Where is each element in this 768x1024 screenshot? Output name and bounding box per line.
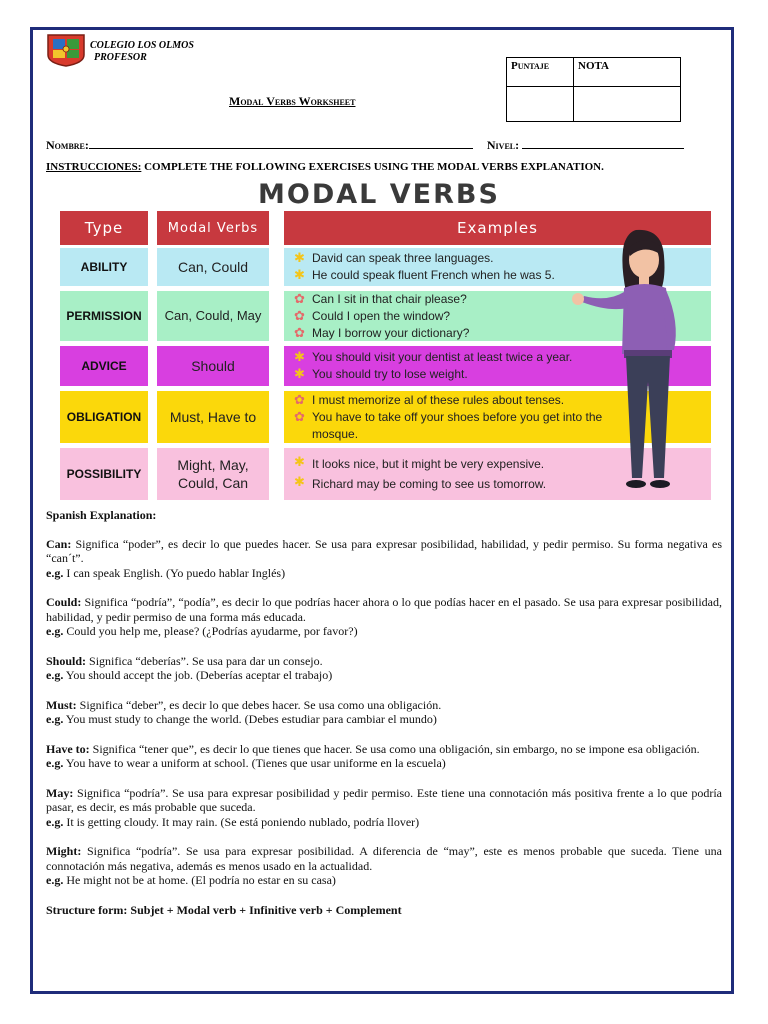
star-icon: ✱ [294, 454, 305, 469]
name-level-row [46, 138, 684, 153]
verbs-ability: Can, Could [157, 248, 269, 286]
explanation-should: Should: Significa “deberías”. Se usa para dar un consejo. e.g. You should accept the job. (Deberías aceptar el trabajo) [46, 653, 333, 682]
type-permission: PERMISSION [60, 291, 148, 341]
instructions [46, 161, 604, 173]
grade-table [506, 57, 681, 122]
score-cell[interactable] [507, 87, 574, 122]
list-item: ✿ Could I open the window? [294, 307, 451, 323]
level-label: Nivel: [486, 138, 520, 152]
list-item: ✿ Can I sit in that chair please? [294, 290, 467, 306]
instructions-text: COMPLETE THE FOLLOWING EXERCISES USING THE MODAL VERBS EXPLANATION. [141, 161, 604, 173]
score-header: Puntaje [507, 58, 574, 87]
type-advice: ADVICE [60, 346, 148, 386]
explanation-could: Could: Significa “podría”, “podía”, es decir lo que podrías hacer ahora o lo que podías hacer en el pasado. Se usa para expresar posibilidad, habilidad, y pedir permiso de una forma más educada. e.g. Could you help me, please? (¿Podrías ayudarme, por favor?) [46, 595, 722, 638]
teacher-illustration [564, 222, 694, 502]
structure-form: Structure form: Subjet + Modal verb + Infinitive verb + Complement [46, 902, 402, 917]
list-item: ✿ I must memorize al of these rules about tenses. [294, 391, 565, 407]
explanation-have-to: Have to: Significa “tener que”, es decir lo que tienes que hacer. Se usa como una obligación, sin embargo, no se impone esa obligación. e.g. You have to wear a uniform at school. (Tienes que usar uniforme en la escuela) [46, 741, 700, 770]
list-item: ✱ Richard may be coming to see us tomorrow. [294, 474, 547, 491]
name-label: Nombre: [46, 138, 89, 152]
list-item: ✱ You should visit your dentist at least twice a year. [294, 349, 573, 364]
verbs-obligation: Must, Have to [157, 391, 269, 443]
type-ability: ABILITY [60, 248, 148, 286]
flower-icon: ✿ [294, 408, 305, 424]
worksheet-title: Modal Verbs Worksheet [229, 94, 356, 108]
school-title: COLEGIO LOS OLMOS [90, 40, 194, 51]
list-item: ✿ You have to take off your shoes before you get into the mosque. [294, 408, 603, 441]
list-item: ✱ He could speak fluent French when he was 5. [294, 267, 555, 282]
instructions-label: INSTRUCCIONES: [46, 161, 142, 173]
star-icon: ✱ [294, 250, 305, 265]
flower-icon: ✿ [294, 290, 305, 306]
star-icon: ✱ [294, 267, 305, 282]
spanish-explanation [46, 508, 722, 932]
school-crest-icon [46, 33, 86, 67]
flower-icon: ✿ [294, 391, 305, 407]
explanation-can: Can: Significa “poder”, es decir lo que puedes hacer. Se usa para expresar posibilidad, habilidad, y pedir permiso. Su forma negativa es “can´t”. e.g. I can speak English. (Yo puedo hablar Inglés) [46, 536, 722, 580]
modal-header: Modal Verbs [157, 211, 269, 245]
flower-icon: ✿ [294, 307, 305, 323]
explanation-might: Might: Significa “podría”. Se usa para expresar posibilidad. A diferencia de “may”, este es menos probable que suceda. Tiene una connotación más negativa, además es menos usado en la actualidad. e.g. He might not be at home. (El podría no estar en su casa) [46, 844, 722, 887]
type-header: Type [60, 211, 148, 245]
star-icon: ✱ [294, 366, 305, 381]
grade-header: NOTA [574, 58, 681, 87]
list-item: ✱ It looks nice, but it might be very expensive. [294, 454, 545, 471]
infographic-title: MODAL VERBS [258, 179, 500, 210]
type-possibility: POSSIBILITY [60, 448, 148, 500]
flower-icon: ✿ [294, 324, 305, 340]
star-icon: ✱ [294, 474, 305, 489]
list-item: ✱ David can speak three languages. [294, 250, 494, 265]
type-obligation: OBLIGATION [60, 391, 148, 443]
explanation-may: May: Significa “podría”. Se usa para expresar posibilidad y pedir permiso. Este tiene una connotación más positiva frente a lo que podría pasar, es decir, es más probable que suceda. e.g. It is getting cloudy. It may rain. (Se está poniendo nublado, podría llover) [46, 785, 722, 829]
verbs-possibility: Might, May, Could, Can [157, 448, 269, 500]
teacher-label: PROFESOR [94, 52, 147, 63]
list-item: ✱ You should try to lose weight. [294, 366, 468, 381]
examples-header: Examples [284, 211, 711, 245]
explanation-heading: Spanish Explanation: [46, 508, 157, 522]
verbs-advice: Should [157, 346, 269, 386]
explanation-must: Must: Significa “deber”, es decir lo que debes hacer. Se usa como una obligación. e.g. You must study to change the world. (Debes estudiar para cambiar el mundo) [46, 697, 442, 726]
grade-cell[interactable] [574, 87, 681, 122]
name-field[interactable] [89, 138, 473, 149]
star-icon: ✱ [294, 349, 305, 364]
list-item: ✿ May I borrow your dictionary? [294, 324, 470, 340]
school-name [90, 40, 194, 64]
level-field[interactable] [522, 138, 684, 149]
verbs-permission: Can, Could, May [157, 291, 269, 341]
